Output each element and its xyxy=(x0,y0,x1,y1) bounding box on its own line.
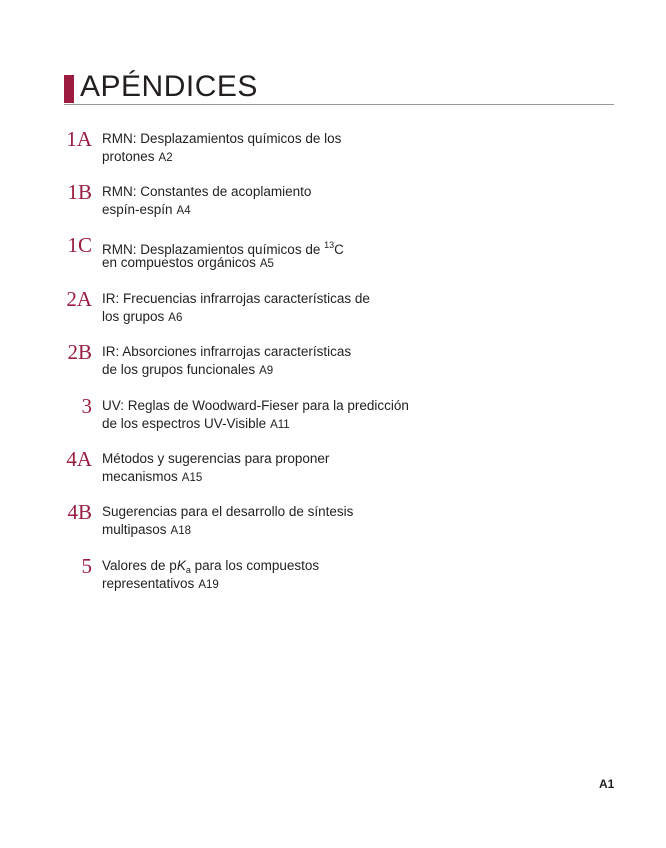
entry-title-continued: mecanismos A15 xyxy=(102,469,203,484)
entry-page-ref: A4 xyxy=(176,205,191,217)
entry-number: 1C xyxy=(67,233,92,257)
entry-title: Métodos y sugerencias para proponer xyxy=(102,451,330,466)
entry-page-ref: A2 xyxy=(158,152,173,164)
toc-entry-4b[interactable] xyxy=(0,500,666,547)
entry-page-ref: A5 xyxy=(259,258,274,270)
entry-title-continued: multipasos A18 xyxy=(102,522,191,537)
toc-entry-2b[interactable] xyxy=(0,340,666,387)
entry-title-continued: representativos A19 xyxy=(102,576,219,591)
entry-title: Sugerencias para el desarrollo de síntesis xyxy=(102,504,354,519)
entry-page-ref: A6 xyxy=(168,312,183,324)
entry-title-continued: de los espectros UV-Visible A11 xyxy=(102,416,290,431)
entry-title-continued: los grupos A6 xyxy=(102,309,183,324)
entry-title-continued: protones A2 xyxy=(102,149,173,164)
entry-number: 4B xyxy=(67,500,92,524)
entry-title-continued: de los grupos funcionales A9 xyxy=(102,362,274,377)
entry-number: 5 xyxy=(81,554,92,578)
entry-number: 2A xyxy=(66,287,92,311)
page-number: A1 xyxy=(599,777,615,791)
toc-entry-3[interactable] xyxy=(0,394,666,441)
entry-title: IR: Absorciones infrarrojas características xyxy=(102,344,352,359)
entry-number: 2B xyxy=(67,340,92,364)
entry-number: 1B xyxy=(67,180,92,204)
toc-entry-1a[interactable] xyxy=(0,127,666,174)
entry-page-ref: A9 xyxy=(259,365,274,377)
toc-entry-2a[interactable] xyxy=(0,287,666,334)
entry-page-ref: A18 xyxy=(170,525,191,537)
toc-entry-4a[interactable] xyxy=(0,447,666,494)
entry-number: 4A xyxy=(66,447,92,471)
entry-page-ref: A11 xyxy=(270,419,290,431)
toc-entry-1c[interactable] xyxy=(0,233,666,280)
entry-title: IR: Frecuencias infrarrojas características de xyxy=(102,291,370,306)
entry-page-ref: A19 xyxy=(198,579,219,591)
entry-title-continued: en compuestos orgánicos A5 xyxy=(102,255,274,270)
entry-number: 1A xyxy=(66,127,92,151)
entry-title: RMN: Desplazamientos químicos de los xyxy=(102,131,342,146)
header-accent-bar xyxy=(64,75,74,103)
entry-title: Valores de $pK_a$ para los compuestos xyxy=(102,558,320,575)
entry-page-ref: A15 xyxy=(181,472,203,484)
toc-entry-5[interactable] xyxy=(0,554,666,601)
entry-title-continued: espín-espín A4 xyxy=(102,202,191,217)
entry-title: RMN: Constantes de acoplamiento xyxy=(102,184,312,199)
entry-title: UV: Reglas de Woodward-Fieser para la predicción xyxy=(102,398,409,413)
entry-title: RMN: Desplazamientos químicos de $^{13}$C xyxy=(102,240,344,257)
appendix-header xyxy=(64,70,614,105)
entry-number: 3 xyxy=(81,394,92,418)
page-title: APÉNDICES xyxy=(80,70,258,103)
toc-entry-1b[interactable] xyxy=(0,180,666,227)
